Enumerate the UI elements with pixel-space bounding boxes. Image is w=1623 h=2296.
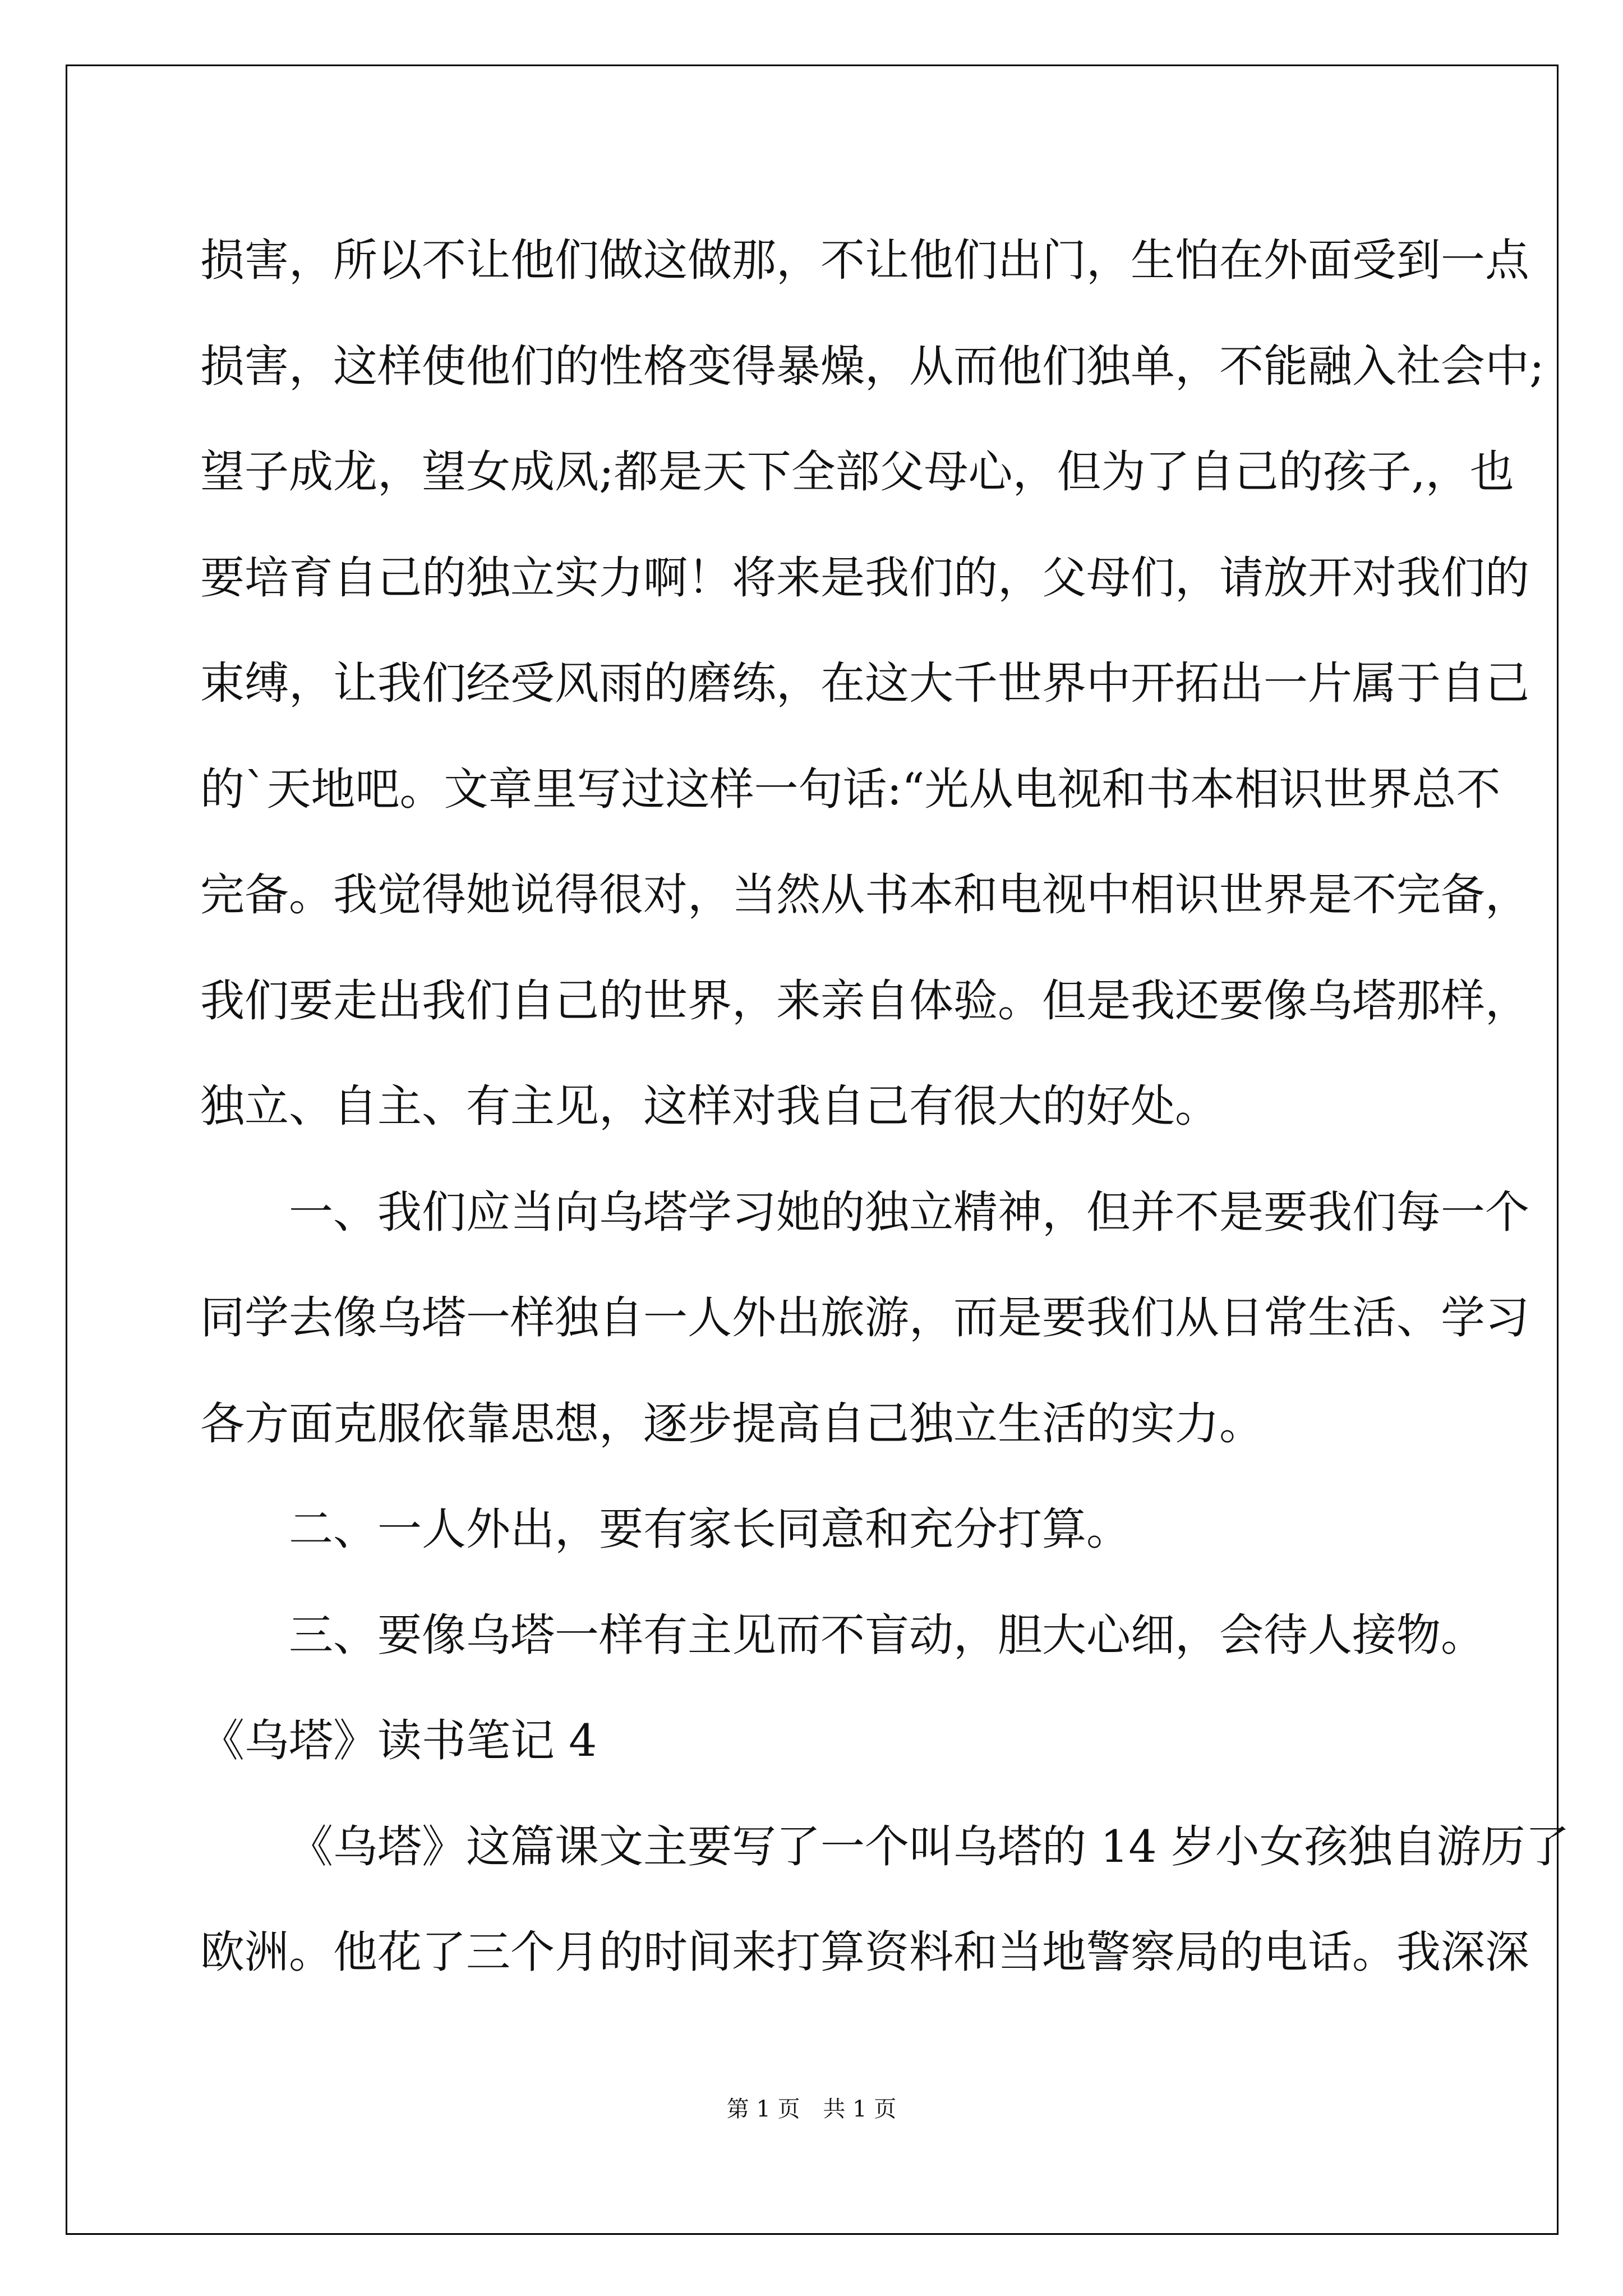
text-line: 的`天地吧。文章里写过这样一句话:“光从电视和书本相识世界总不 xyxy=(200,763,1501,815)
page-footer xyxy=(0,2091,1623,2123)
section-heading: 《乌塔》读书笔记 4 xyxy=(200,1715,597,1766)
text-line: 我们要走出我们自己的世界，来亲自体验。但是我还要像乌塔那样， xyxy=(200,974,1529,1027)
text-line: 要培育自己的独立实力啊！将来是我们的，父母们，请放开对我们的 xyxy=(200,551,1529,604)
text-line: 一、我们应当向乌塔学习她的独立精神，但并不是要我们每一个 xyxy=(289,1186,1529,1238)
text-line: 望子成龙，望女成凤;都是天下全部父母心，但为了自己的孩子,，也 xyxy=(200,446,1514,498)
page-count: 共 1 页 xyxy=(823,2096,897,2122)
document-body xyxy=(200,208,1570,2005)
text-line: 三、要像乌塔一样有主见而不盲动，胆大心细，会待人接物。 xyxy=(289,1609,1485,1661)
text-line: 二、一人外出，要有家长同意和充分打算。 xyxy=(289,1503,1131,1555)
text-line: 欧洲。他花了三个月的时间来打算资料和当地警察局的电话。我深深 xyxy=(200,1926,1529,1978)
page-number: 第 1 页 xyxy=(726,2096,800,2122)
text-line: 各方面克服依靠思想，逐步提高自己独立生活的实力。 xyxy=(200,1397,1264,1450)
text-line: 独立、自主、有主见，这样对我自己有很大的好处。 xyxy=(200,1080,1219,1132)
text-line: 完备。我觉得她说得很对，当然从书本和电视中相识世界是不完备， xyxy=(200,869,1529,921)
text-line: 束缚，让我们经受风雨的磨练，在这大千世界中开拓出一片属于自己 xyxy=(200,657,1529,709)
text-line: 损害，这样使他们的性格变得暴燥，从而他们独单，不能融入社会中; xyxy=(200,340,1544,392)
text-line: 《乌塔》这篇课文主要写了一个叫乌塔的 14 岁小女孩独自游历了 xyxy=(289,1820,1570,1872)
text-line: 损害，所以不让他们做这做那，不让他们出门，生怕在外面受到一点 xyxy=(200,234,1529,286)
text-line: 同学去像乌塔一样独自一人外出旅游，而是要我们从日常生活、学习 xyxy=(200,1292,1529,1343)
